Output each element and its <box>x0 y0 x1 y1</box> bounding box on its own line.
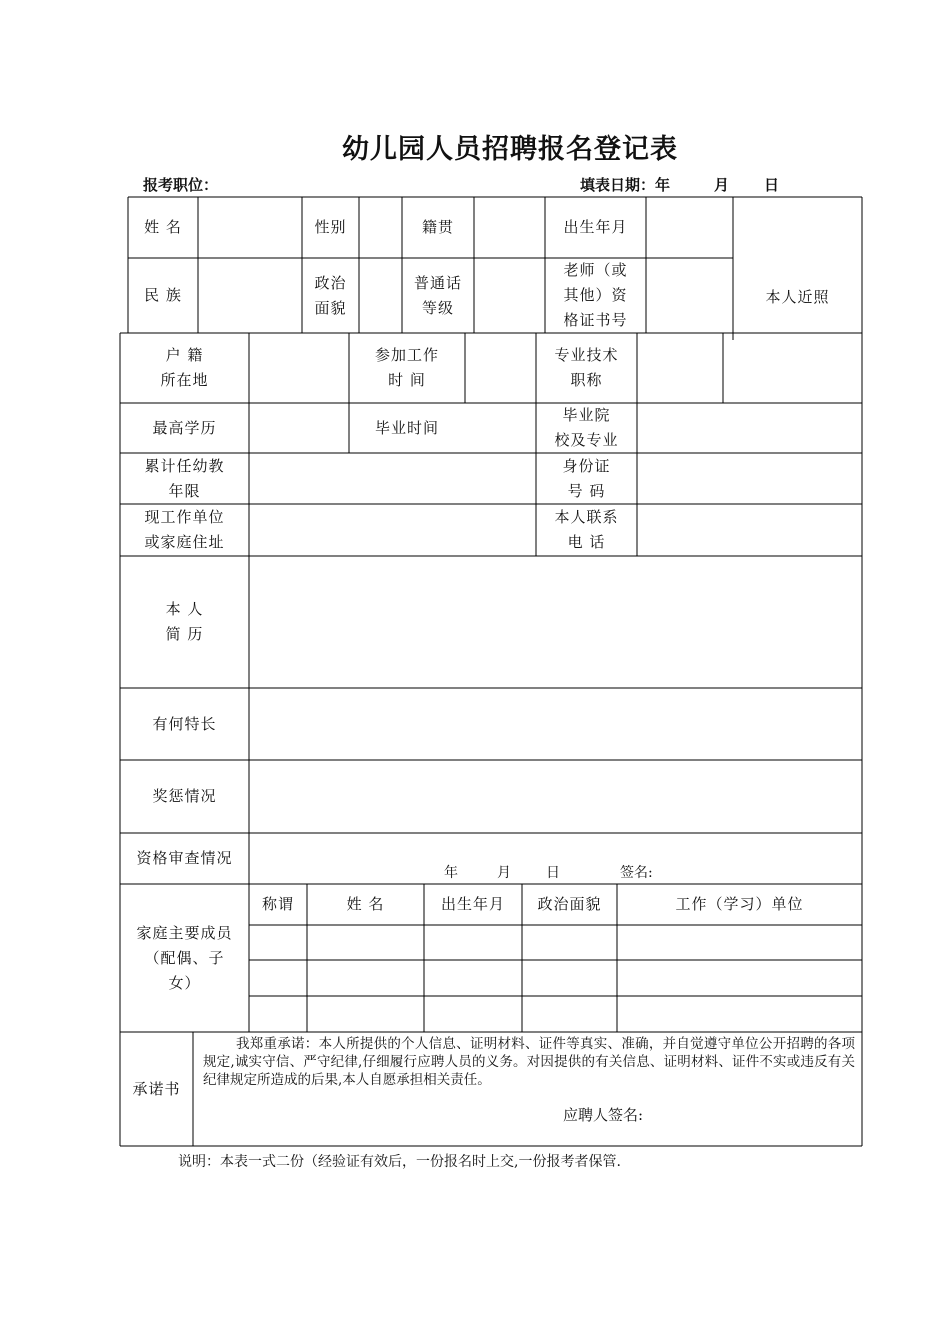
household-field[interactable] <box>249 333 349 403</box>
date-day: 日 <box>764 176 780 194</box>
teaching-years-field[interactable] <box>249 453 536 504</box>
teaching-years-label: 累计任幼教 年限 <box>144 456 225 500</box>
id-number-field[interactable] <box>637 453 862 504</box>
mandarin-level-field[interactable] <box>474 258 545 333</box>
education-field[interactable] <box>249 403 349 453</box>
resume-field[interactable] <box>249 556 862 688</box>
education-label: 最高学历 <box>152 418 217 437</box>
work-start-field[interactable] <box>465 333 536 403</box>
birth-label: 出生年月 <box>563 218 628 236</box>
family-row[interactable] <box>249 960 862 996</box>
gender-label: 性别 <box>314 218 347 236</box>
pledge-label: 承诺书 <box>132 1079 181 1098</box>
native-place-field[interactable] <box>474 197 545 258</box>
review-year: 年 <box>444 865 458 881</box>
family-col-workplace: 工作（学习）单位 <box>675 895 804 913</box>
graduation-time-label: 毕业时间 <box>374 418 439 437</box>
rewards-field[interactable] <box>249 760 862 833</box>
family-col-political: 政治面貌 <box>537 895 602 913</box>
school-major-field[interactable] <box>637 403 862 453</box>
certificate-field[interactable] <box>646 258 733 333</box>
form-note: 说明：本表一式二份（经验证有效后，一份报名时上交,一份报考者保管. <box>178 1154 621 1170</box>
birth-field[interactable] <box>646 197 733 258</box>
family-label: 家庭主要成员 （配偶、子 女） <box>136 923 233 992</box>
ethnicity-field[interactable] <box>198 258 302 333</box>
resume-label: 本 人 简 历 <box>165 600 204 643</box>
date-month: 月 <box>714 176 730 194</box>
household-label: 户 籍 所在地 <box>160 346 209 389</box>
phone-label: 本人联系 电 话 <box>554 508 619 551</box>
photo-area[interactable]: 本人近照 <box>765 287 830 306</box>
applicant-signature-label: 应聘人签名: <box>563 1106 644 1124</box>
professional-title-label: 专业技术 职称 <box>554 346 619 389</box>
review-label: 资格审查情况 <box>136 849 233 867</box>
id-number-label: 身份证 号 码 <box>562 456 611 500</box>
review-month: 月 <box>497 865 511 881</box>
work-start-label: 参加工作 时 间 <box>374 346 439 389</box>
school-major-label: 毕业院 校及专业 <box>554 406 619 449</box>
gender-field[interactable] <box>359 197 402 258</box>
family-col-birth: 出生年月 <box>440 895 505 913</box>
name-field[interactable] <box>198 197 302 258</box>
form-title: 幼儿园人员招聘报名登记表 <box>342 134 678 165</box>
native-place-label: 籍贯 <box>421 218 454 236</box>
position-label: 报考职位： <box>143 176 219 194</box>
mandarin-level-label: 普通话 等级 <box>413 273 462 317</box>
family-col-relation: 称谓 <box>261 895 294 913</box>
review-day: 日 <box>546 865 560 881</box>
professional-title-field[interactable] <box>637 333 723 403</box>
family-row[interactable] <box>249 925 862 960</box>
pledge-text: 我郑重承诺：本人所提供的个人信息、证明材料、证件等真实、准确，并自觉遵守单位公开招聘的各项规定,诚实守信、严守纪律,仔细履行应聘人员的义务。对因提供的有关信息、证明材料、证件不实或违反有关纪律规定所造成的后果,本人自愿承担相关责任。 <box>203 1036 855 1088</box>
rewards-label: 奖惩情况 <box>152 787 217 805</box>
political-status-label: 政治 面貌 <box>314 273 347 317</box>
specialty-field[interactable] <box>249 688 862 760</box>
review-signature-label: 签名: <box>620 865 653 881</box>
ethnicity-label: 民 族 <box>144 286 182 304</box>
work-unit-label: 现工作单位 或家庭住址 <box>144 508 225 551</box>
graduation-time-field[interactable] <box>465 403 536 453</box>
political-status-field[interactable] <box>359 258 402 333</box>
family-col-name: 姓 名 <box>346 895 385 913</box>
phone-field[interactable] <box>637 504 862 556</box>
date-label: 填表日期：年 <box>580 176 671 194</box>
family-row[interactable] <box>249 996 862 1032</box>
specialty-label: 有何特长 <box>152 714 217 733</box>
name-label: 姓 名 <box>144 218 182 236</box>
work-unit-field[interactable] <box>249 504 536 556</box>
certificate-label: 老师（或 其他）资 格证书号 <box>563 261 628 329</box>
